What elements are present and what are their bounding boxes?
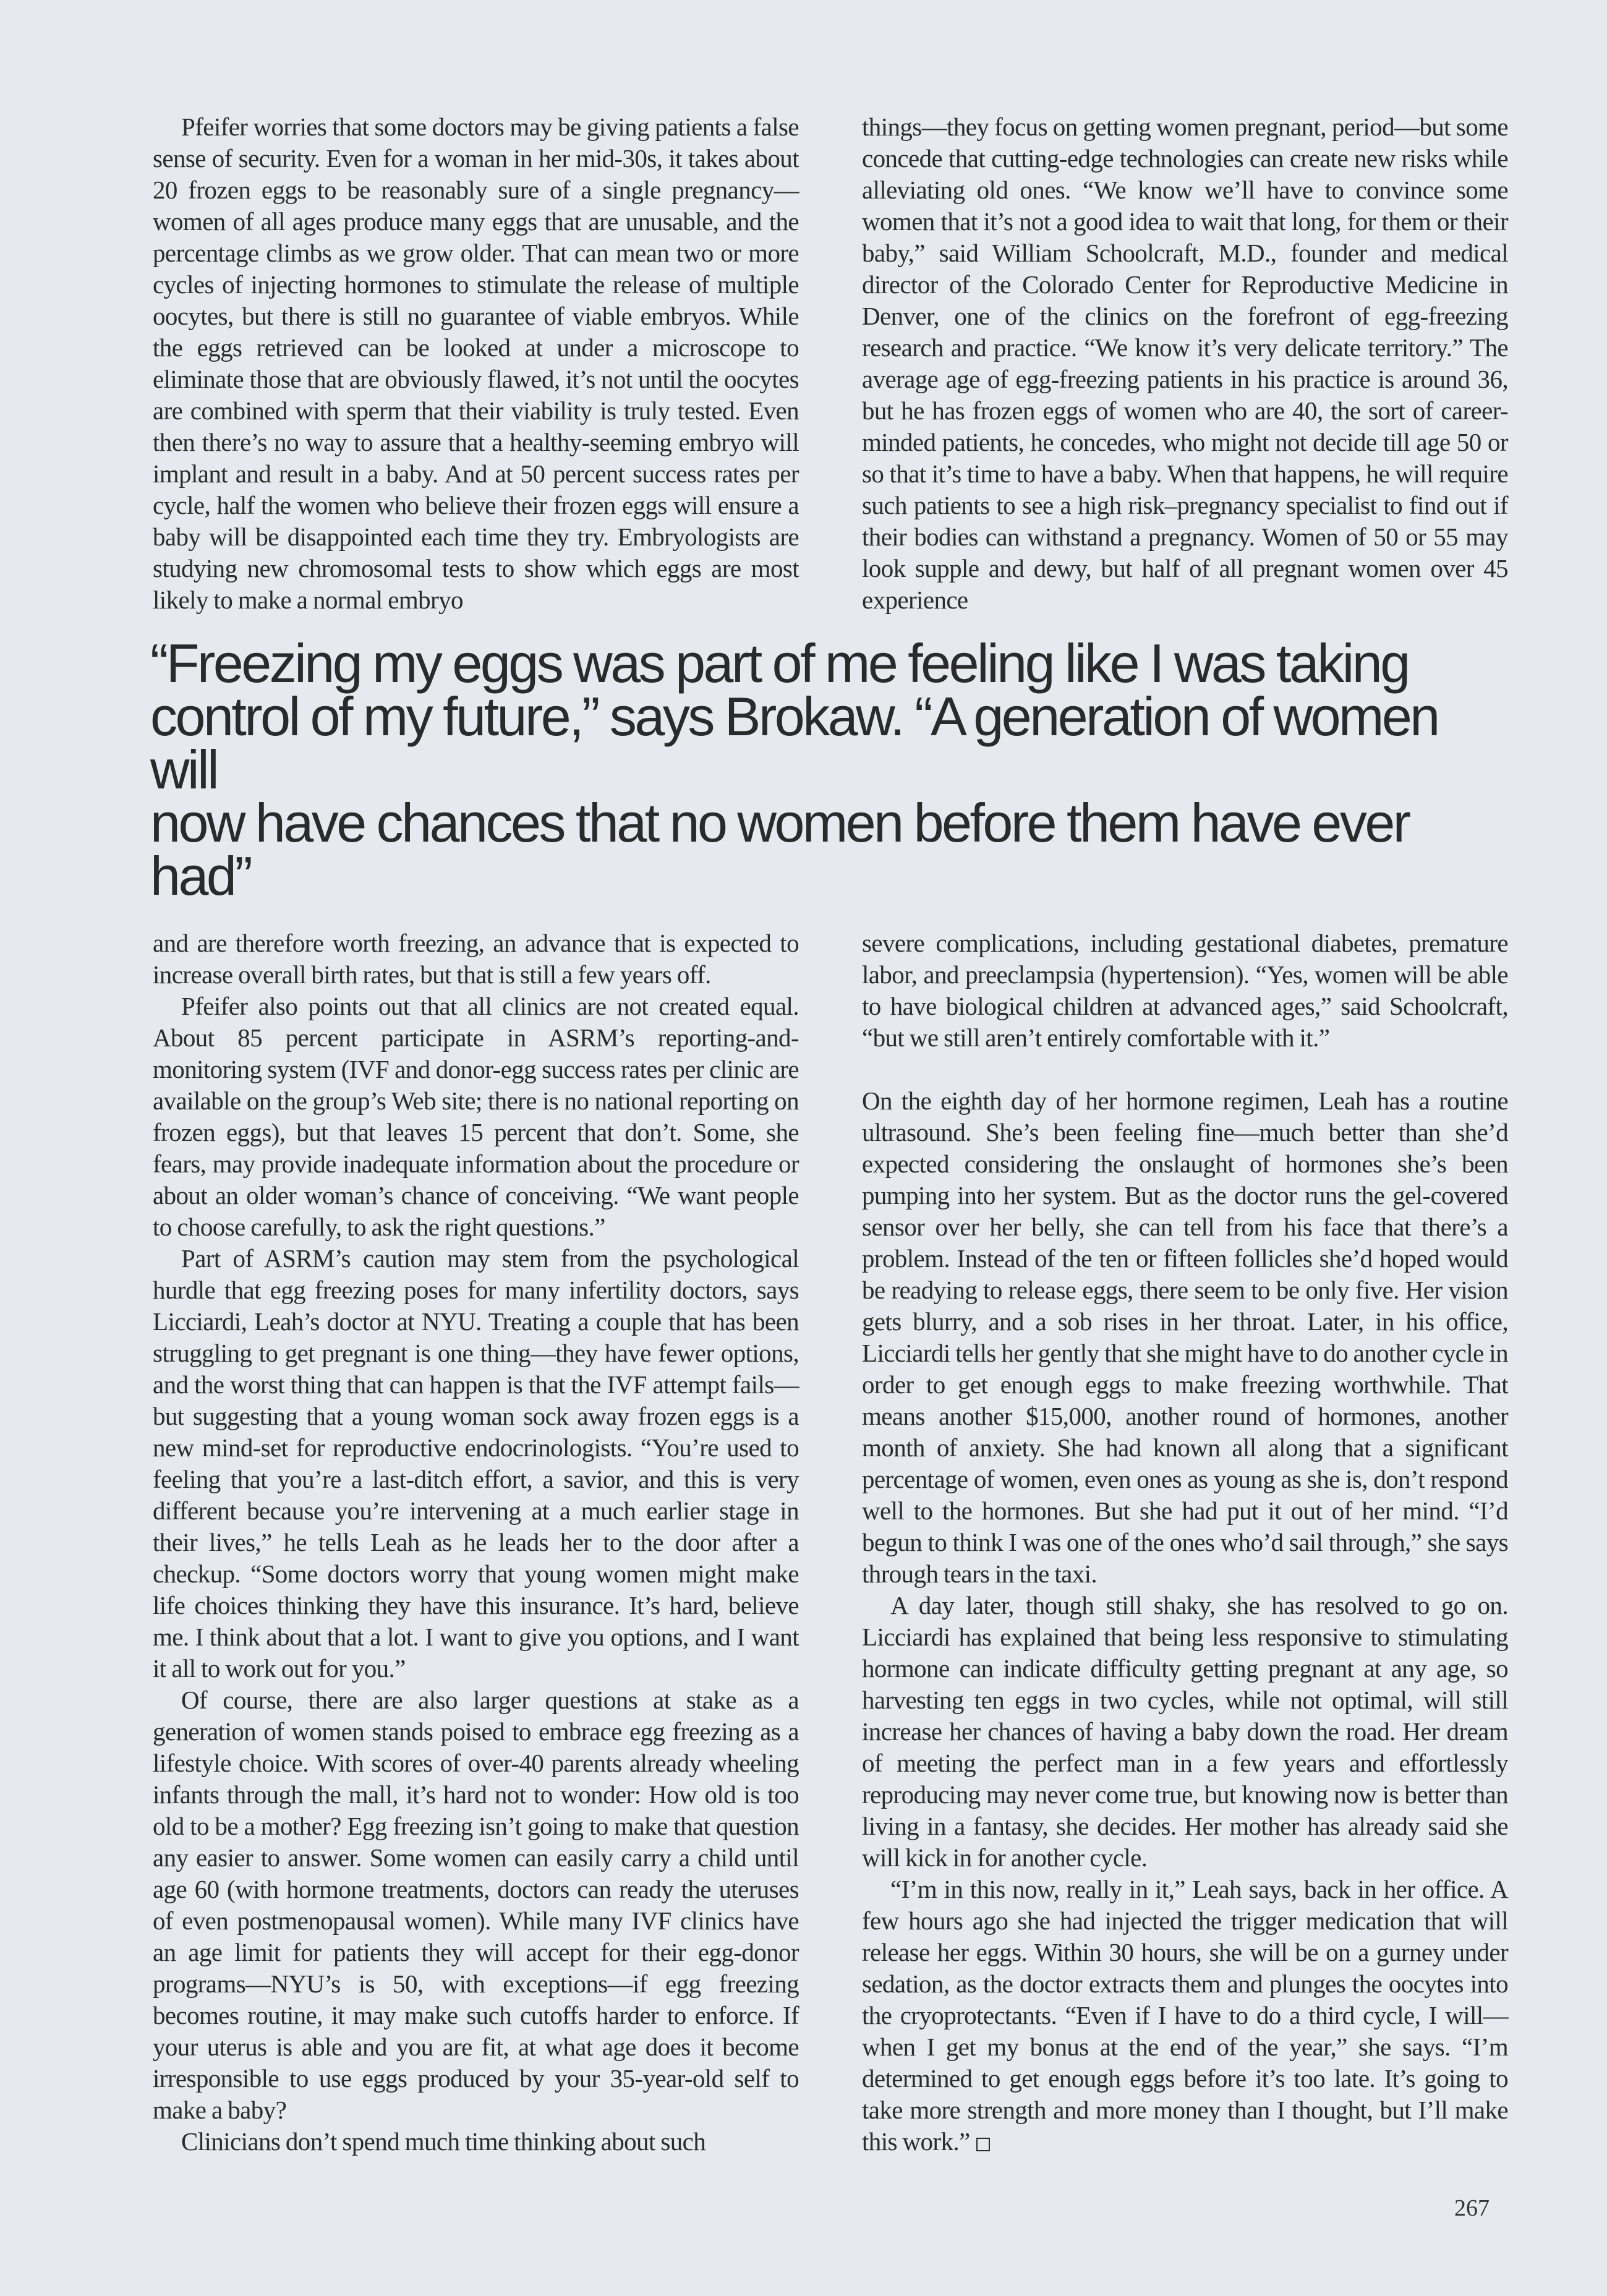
column-bottom-left	[153, 928, 799, 2157]
paragraph: things—they focus on getting women pregnant, period—but some concede that cutting-edge technologies can create new risks while alleviating old ones. “We know we’ll have to convince some women that it’s not a good idea to wait that long, for them or their baby,” said William Schoolcraft, M.D., founder and medical director of the Colorado Center for Reproductive Medicine in Denver, one of the clinics on the forefront of egg-freezing research and practice. “We know it’s very delicate territory.” The average age of egg-freezing patients in his practice is around 36, but he has frozen eggs of women who are 40, the sort of career-minded patients, he concedes, who might not decide till age 50 or so that it’s time to have a baby. When that happens, he will require such patients to see a high risk–pregnancy specialist to find out if their bodies can withstand a pregnancy. Women of 50 or 55 may look supple and dewy, but half of all pregnant women over 45 experience	[862, 113, 1508, 614]
top-columns	[153, 111, 1508, 616]
paragraph: and are therefore worth freezing, an advance that is expected to increase overall birth rates, but that is still a few years off.	[153, 929, 799, 989]
pull-quote-line: control of my future,” says Brokaw. “A generation of women will	[150, 686, 1438, 800]
bottom-columns	[153, 928, 1508, 2157]
column-bottom-right	[862, 928, 1508, 2157]
end-mark-icon	[976, 2138, 990, 2151]
pull-quote	[150, 633, 1511, 907]
column-top-left	[153, 111, 799, 616]
paragraph: Of course, there are also larger questions at stake as a generation of women stands poised to embrace egg freezing as a lifestyle choice. With scores of over-40 parents already wheeling infants through the mall, it’s hard not to wonder: How old is too old to be a mother? Egg freezing isn’t going to make that question any easier to answer. Some women can easily carry a child until age 60 (with hormone treatments, doctors can ready the uteruses of even postmenopausal women). While many IVF clinics have an age limit for patients they will accept for their egg-donor programs—NYU’s is 50, with exceptions—if egg freezing becomes routine, it may make such cutoffs harder to enforce. If your uterus is able and you are fit, at what age does it become irresponsible to use eggs produced by your 35-year-old self to make a baby?	[153, 1686, 799, 2124]
paragraph: Pfeifer also points out that all clinics are not created equal. About 85 percent participate in ASRM’s reporting-and-monitoring system (IVF and donor-egg success rates per clinic are available on the group’s Web site; there is no national reporting on frozen eggs), but that leaves 15 percent that don’t. Some, she fears, may provide inadequate information about the procedure or about an older woman’s chance of conceiving. “We want people to choose carefully, to ask the right questions.”	[153, 992, 799, 1241]
page-number: 267	[1454, 2195, 1490, 2221]
paragraph: severe complications, including gestational diabetes, premature labor, and preeclampsia (hypertension). “Yes, women will be able to have biological children at advanced ages,” said Schoolcraft, “but we still aren’t entirely comfortable with it.”	[862, 929, 1508, 1052]
paragraph: Part of ASRM’s caution may stem from the psychological hurdle that egg freezing poses for many infertility doctors, says Licciardi, Leah’s doctor at NYU. Treating a couple that has been struggling to get pregnant is one thing—they have fewer options, and the worst thing that can happen is that the IVF attempt fails—but suggesting that a young woman sock away frozen eggs is a new mind-set for reproductive endocrinologists. “You’re used to feeling that you’re a last-ditch effort, a savior, and this is very different because you’re intervening at a much earlier stage in their lives,” he tells Leah as he leads her to the door after a checkup. “Some doctors worry that young women might make life choices thinking they have this insurance. It’s hard, believe me. I think about that a lot. I want to give you options, and I want it all to work out for you.”	[153, 1244, 799, 1683]
paragraph: A day later, though still shaky, she has resolved to go on. Licciardi has explained that being less responsive to stimulating hormone can indicate difficulty getting pregnant at any age, so harvesting ten eggs in two cycles, while not optimal, will still increase her chances of having a baby down the road. Her dream of meeting the perfect man in a few years and effortlessly reproducing may never come true, but knowing now is better than living in a fantasy, she decides. Her mother has already said she will kick in for another cycle.	[862, 1591, 1508, 1872]
paragraph-final	[862, 1874, 1508, 2157]
pull-quote-line: now have chances that no women before them have ever had”	[150, 792, 1409, 907]
paragraph: Clinicians don’t spend much time thinking about such	[181, 2127, 706, 2156]
paragraph-text: “I’m in this now, really in it,” Leah says, back in her office. A few hours ago she had injected the trigger medication that will release her eggs. Within 30 hours, she will be on a gurney under sedation, as the doctor extracts them and plunges the oocytes into the cryoprotectants. “Even if I have to do a third cycle, I will—when I get my bonus at the end of the year,” she says. “I’m determined to get enough eggs before it’s too late. It’s going to take more strength and more money than I thought, but I’ll make this work.”	[862, 1875, 1508, 2156]
paragraph-section-start: On the eighth day of her hormone regimen, Leah has a routine ultrasound. She’s been feeling fine—much better than she’d expected considering the onslaught of hormones she’s been pumping into her system. But as the doctor runs the gel-covered sensor over her belly, she can tell from his face that there’s a problem. Instead of the ten or fifteen follicles she’d hoped would be readying to release eggs, there seem to be only five. Her vision gets blurry, and a sob rises in her throat. Later, in his office, Licciardi tells her gently that she might have to do another cycle in order to get enough eggs to make freezing worthwhile. That means another $15,000, another round of hormones, another month of anxiety. She had known all along that a significant percentage of women, even ones as young as she is, don’t respond well to the hormones. But she had put it out of her mind. “I’d begun to think I was one of the ones who’d sail through,” she says through tears in the taxi.	[862, 1086, 1508, 1588]
pull-quote-line: “Freezing my eggs was part of me feeling like I was taking	[150, 633, 1409, 694]
paragraph: Pfeifer worries that some doctors may be giving patients a false sense of security. Even for a woman in her mid-30s, it takes about 20 frozen eggs to be reasonably sure of a single pregnancy—women of all ages produce many eggs that are unusable, and the percentage climbs as we grow older. That can mean two or more cycles of injecting hormones to stimulate the release of multiple oocytes, but there is still no guarantee of viable embryos. While the eggs retrieved can be looked at under a microscope to eliminate those that are obviously flawed, it’s not until the oocytes are combined with sperm that their viability is truly tested. Even then there’s no way to assure that a healthy-seeming embryo will implant and result in a baby. And at 50 percent success rates per cycle, half the women who believe their frozen eggs will ensure a baby will be disappointed each time they try. Embryologists are studying new chromosomal tests to show which eggs are most likely to make a normal embryo	[153, 113, 799, 614]
column-top-right	[862, 111, 1508, 616]
